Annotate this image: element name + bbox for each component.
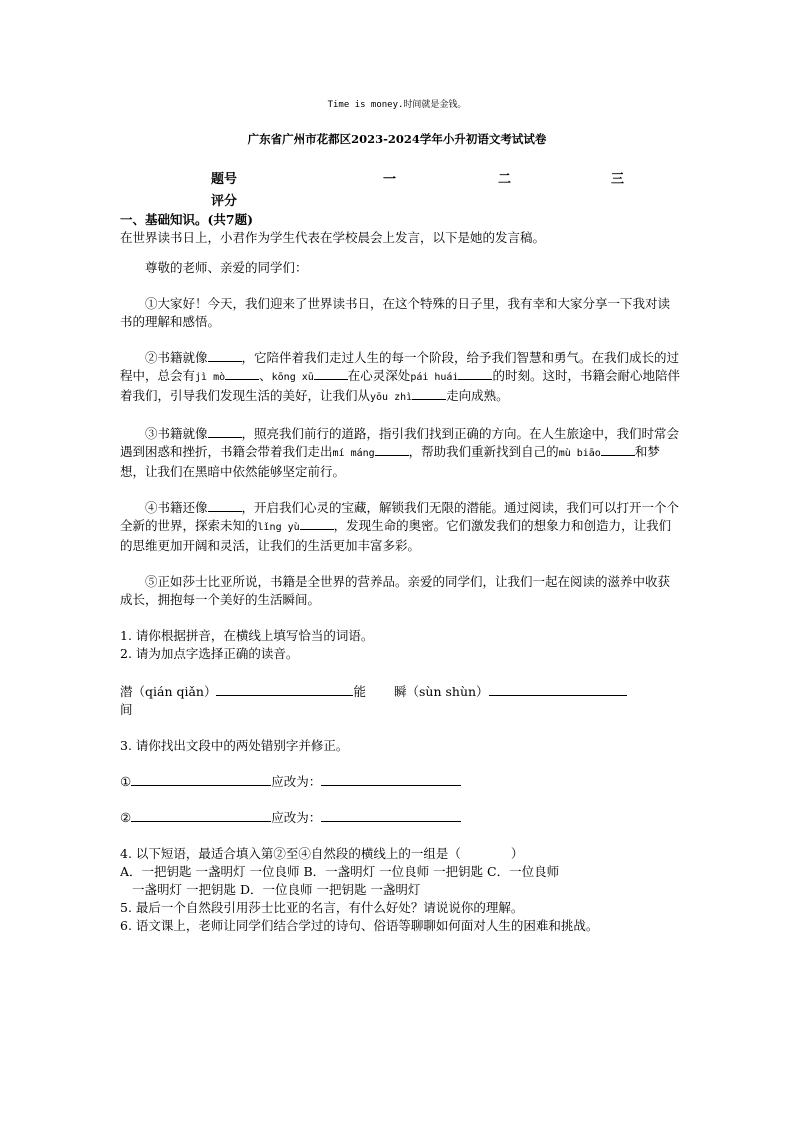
correction-label: 应改为： (271, 774, 322, 789)
paragraph-3 (120, 425, 680, 481)
correction-mark: ① (120, 774, 132, 789)
answer-line[interactable] (489, 681, 627, 696)
q2-word-a: 潜（qián qiǎn） (120, 684, 217, 699)
paragraph-2 (120, 349, 680, 407)
question-2-answer-line (120, 681, 680, 719)
answer-line[interactable] (216, 681, 353, 696)
p2-text-c: 、 (259, 368, 272, 383)
question-6: 6. 语文课上，老师让同学们结合学过的诗句、俗语等聊聊如何面对人生的困难和挑战。 (120, 918, 599, 933)
p2-text-e: 的时刻。这时，书籍会耐心地陪伴着我们，引导我们发现生活的美好，让我们从 (120, 368, 680, 403)
answer-blank[interactable] (601, 443, 635, 456)
score-cell-2: 二 (498, 172, 512, 187)
answer-blank[interactable] (225, 367, 259, 380)
correction-row-2 (120, 807, 680, 827)
answer-blank[interactable] (412, 387, 446, 400)
answer-line[interactable] (321, 771, 461, 786)
answer-blank[interactable] (458, 367, 492, 380)
pinyin-hint: jì mò (195, 372, 226, 383)
question-1: 1. 请你根据拼音，在横线上填写恰当的词语。 (120, 628, 374, 643)
answer-blank[interactable] (208, 425, 242, 438)
answer-line[interactable] (321, 807, 461, 822)
p3-text-a: ③书籍就像 (145, 426, 208, 441)
p4-text-a: ④书籍还像 (145, 500, 208, 515)
pinyin-hint: yōu zhì (370, 392, 413, 403)
correction-row-1 (120, 771, 680, 791)
intro-text: 在世界读书日上，小君作为学生代表在学校晨会上发言，以下是她的发言稿。 (120, 230, 546, 245)
p3-text-c: ，帮助我们重新找到自己的 (408, 444, 559, 459)
paragraph-5: ⑤正如莎士比亚所说，书籍是全世界的营养品。亲爱的同学们，让我们一起在阅读的滋养中收获成长，拥抱每一个美好的生活瞬间。 (120, 574, 671, 607)
answer-blank[interactable] (300, 517, 334, 530)
p2-text-d: 在心灵深处 (347, 368, 411, 383)
question-5: 5. 最后一个自然段引用莎士比亚的名言，有什么好处？请说说你的理解。 (120, 900, 524, 915)
pinyin-hint: mí máng (332, 448, 375, 459)
answer-blank[interactable] (375, 443, 409, 456)
paragraph-4 (120, 499, 680, 555)
p4-text-c: ，发现生命的奥密。它们激发我们的想象力和创造力，让我们的思维更加开阔和灵活，让我们的生活更加丰富多彩。 (120, 518, 672, 553)
pinyin-hint: kōng xū (271, 372, 314, 383)
q2-word-tail: 间 (120, 702, 133, 717)
p2-text-b: ，它陪伴着我们走过人生的每一个阶段，给予我们智慧和勇气。在我们成长的过程中，总会有 (120, 350, 680, 383)
p2-text-f: 走向成熟。 (446, 388, 509, 403)
q2-word-b: 瞬（sùn shùn） (394, 684, 489, 699)
score-row-number (211, 168, 691, 190)
p2-text-a: ②书籍就像 (145, 350, 208, 365)
score-row-score (211, 190, 691, 212)
pinyin-hint: mù biāo (558, 448, 601, 459)
q2-word-a-after: 能 (353, 684, 366, 699)
score-cell-3: 三 (611, 172, 625, 187)
p4-text-b: ，开启我们心灵的宝藏，解锁我们无限的潜能。通过阅读，我们可以打开一个个全新的世界，探索未知的 (120, 500, 680, 533)
section-heading: 一、基础知识。(共7题) (120, 212, 254, 227)
answer-line[interactable] (131, 771, 271, 786)
greeting-text: 尊敬的老师、亲爱的同学们： (145, 260, 308, 275)
exam-title: 广东省广州市花都区2023-2024学年小升初语文考试试卷 (247, 132, 547, 146)
answer-blank[interactable] (208, 349, 242, 362)
score-cell-score-label: 评分 (211, 194, 238, 209)
correction-label: 应改为： (271, 810, 322, 825)
pinyin-hint: lǐng yù (257, 522, 300, 533)
answer-blank[interactable] (314, 367, 348, 380)
score-cell-1: 一 (383, 172, 397, 187)
paragraph-1: ①大家好！今天，我们迎来了世界读书日，在这个特殊的日子里，我有幸和大家分享一下我对读书的理解和感悟。 (120, 296, 671, 329)
question-4-options-b: 一盏明灯 一把钥匙 D．一位良师 一把钥匙 一盏明灯 (132, 882, 421, 897)
p3-text-d: 和梦想，让我们在黑暗中依然能够坚定前行。 (120, 444, 660, 479)
correction-mark: ② (120, 810, 132, 825)
score-table (211, 168, 691, 212)
answer-line[interactable] (131, 807, 271, 822)
question-3: 3. 请你找出文段中的两处错别字并修正。 (120, 738, 349, 753)
page-header-motto: Time is money.时间就是金钱。 (327, 100, 467, 110)
p3-text-b: ，照亮我们前行的道路，指引我们找到正确的方向。在人生旅途中，我们时常会遇到困惑和挫折，书籍会带着我们走出 (120, 426, 680, 459)
answer-blank[interactable] (208, 499, 242, 512)
pinyin-hint: pái huái (410, 372, 459, 383)
question-4: 4. 以下短语，最适合填入第②至④自然段的横线上的一组是（ ） (120, 846, 524, 861)
question-4-options-a: A．一把钥匙 一盏明灯 一位良师 B．一盏明灯 一位良师 一把钥匙 C．一位良师 (120, 864, 560, 879)
score-cell-label: 题号 (211, 172, 238, 187)
exam-body (120, 211, 680, 935)
question-2: 2. 请为加点字选择正确的读音。 (120, 646, 299, 661)
